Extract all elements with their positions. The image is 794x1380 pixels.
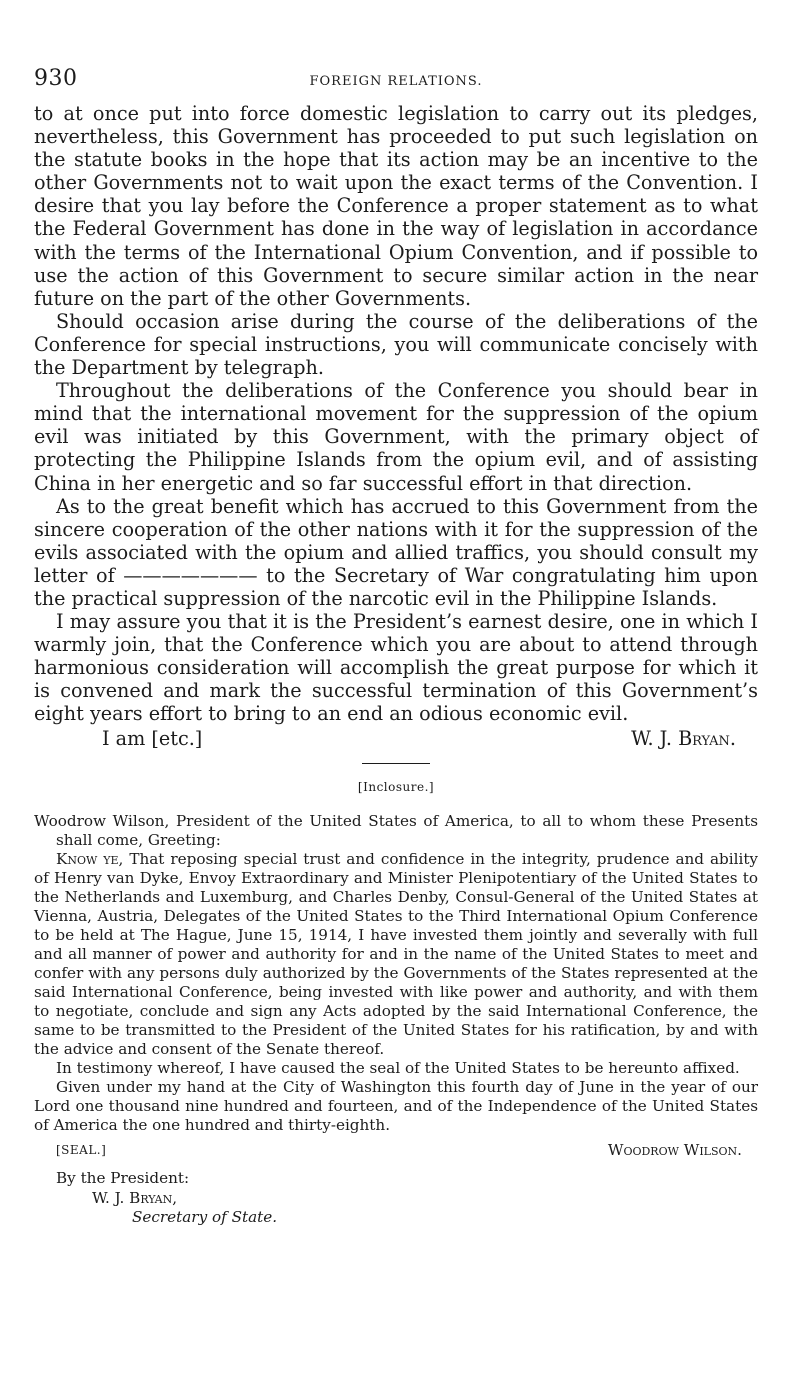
letter-body xyxy=(34,102,758,726)
closing-phrase: I am [etc.] xyxy=(102,726,203,750)
page-header xyxy=(34,66,758,102)
page-number: 930 xyxy=(34,66,78,91)
letter-paragraph: Should occasion arise during the course of the deliberations of the Conference for special instructions, you will communicate concisely with the Department by telegraph. xyxy=(34,309,758,380)
running-head: FOREIGN RELATIONS. xyxy=(309,74,483,89)
letter-signature: W. J. Bryan. xyxy=(631,726,736,750)
testimony-paragraph: In testimony whereof, I have caused the seal of the United States to be hereunto affixed. xyxy=(56,1059,740,1078)
president-signature: Woodrow Wilson. xyxy=(607,1141,742,1160)
inclosure-body xyxy=(34,812,758,1136)
letter-paragraph: to at once put into force domestic legislation to carry out its pledges, nevertheless, this Government has proceeded to put such legislation on the statute books in the hope that its action may be an incentive to the other Governments not to wait upon the exact terms of the Convention. I desire that you lay before the Conference a proper statement as to what the Federal Government has done in the way of legislation in accordance with the terms of the International Opium Convention, and if possible to use the action of this Government to secure similar action in the near future on the part of the other Governments. xyxy=(34,102,758,310)
letter-paragraph: As to the great benefit which has accrued to this Government from the sincere cooperation of the other nations with it for the suppression of the evils associated with the opium and allied traffics, you should consult my letter of ——————— to the Secretary of War congratulating him upon the practical suppression of the narcotic evil in the Philippine Islands. xyxy=(34,494,758,610)
by-the-president: By the President: xyxy=(56,1169,190,1188)
letter-paragraph: I may assure you that it is the President’s earnest desire, one in which I warmly join, that the Conference which you are about to attend through harmonious consideration will accomplish the great purpose for which it is convened and mark the successful termination of this Government’s eight years effort to bring to an end an odious economic evil. xyxy=(34,610,758,726)
seal-label: [SEAL.] xyxy=(56,1143,107,1158)
given-paragraph: Given under my hand at the City of Washington this fourth day of June in the year of our Lord one thousand nine hundred and fourteen, and of the Independence of the United States of America the one hundred and thirty-eighth. xyxy=(34,1078,758,1135)
letter-paragraph: Throughout the deliberations of the Conference you should bear in mind that the international movement for the suppression of the opium evil was initiated by this Government, with the primary object of protecting the Philippine Islands from the opium evil, and of assisting China in her energetic and so far successful effort in that direction. xyxy=(34,379,758,495)
commission-paragraph xyxy=(34,850,758,1060)
salutation: Woodrow Wilson, President of the United States of America, to all to whom these Presents shall come, Greeting: xyxy=(34,811,758,849)
secretary-name: W. J. Bryan, xyxy=(92,1188,178,1207)
know-ye: Know ye, xyxy=(56,849,124,868)
letter-closing xyxy=(34,727,758,753)
commission-text: That reposing special trust and confidence in the integrity, prudence and ability of Henry van Dyke, Envoy Extraordinary and Minister Plenipotentiary of the United States to the Netherlands and Luxemburg, and Charles Denby, Consul-General of the United States at Vienna, Austria, Delegates of the United States to the Third International Opium Conference to be held at The Hague, June 15, 1914, I have invested them jointly and severally with full and all manner of power and authority for and in the name of the United States to meet and confer with any persons duly authorized by the Governments of the States represented at the said International Conference, being invested with like power and authority, and with them to negotiate, conclude and sign any Acts adopted by the said International Conference, the same to be transmitted to the President of the United States for his ratification, by and with the advice and consent of the Senate thereof. xyxy=(34,849,758,1059)
section-divider xyxy=(362,763,430,764)
countersignature-block xyxy=(34,1169,758,1228)
seal-line xyxy=(34,1141,758,1163)
inclosure-label: [Inclosure.] xyxy=(357,779,435,794)
document-page xyxy=(34,66,758,1228)
secretary-title: Secretary of State. xyxy=(132,1208,278,1227)
